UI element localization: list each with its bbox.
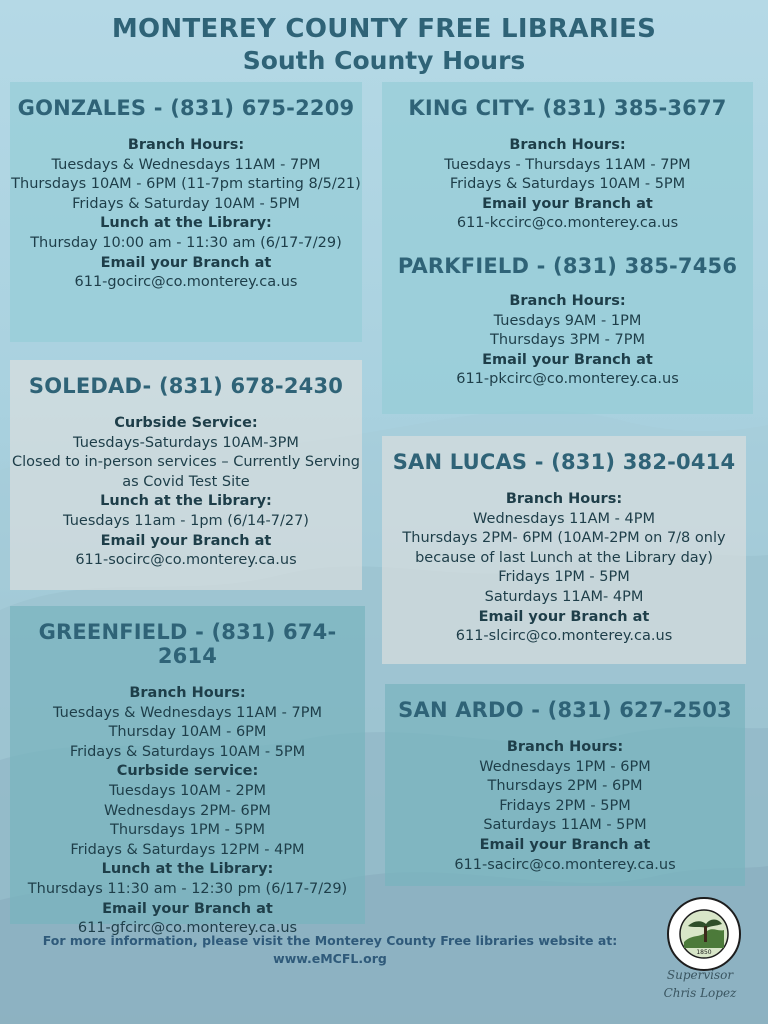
branch-detail-line: Fridays & Saturdays 10AM - 5PM	[449, 176, 686, 193]
branch-detail-line: Fridays 1PM - 5PM	[498, 569, 630, 586]
branch-section-label: Branch Hours:	[506, 739, 624, 755]
branch-detail-line: Fridays & Saturdays 12PM - 4PM	[70, 841, 305, 858]
branch-heading: SOLEDAD- (831) 678-2430	[28, 374, 344, 398]
signature-name: Chris Lopez	[663, 986, 737, 1000]
branch-section-label: Branch Hours:	[509, 292, 626, 309]
branch-section-label: Email your Branch at	[102, 900, 273, 917]
footer	[0, 932, 660, 968]
branch-detail-line: 611-gfcirc@co.monterey.ca.us	[77, 920, 298, 937]
branch-card-gonzales	[10, 82, 362, 342]
county-seal-icon	[666, 896, 742, 972]
branch-detail-line: Tuesdays 9AM - 1PM	[493, 312, 642, 329]
branch-details	[10, 414, 362, 571]
branch-heading: SAN ARDO - (831) 627-2503	[398, 698, 732, 722]
branch-card-soledad	[10, 360, 362, 590]
branch-detail-line: Tuesdays 10AM - 2PM	[109, 782, 266, 799]
branch-detail-line: Thursdays 3PM - 7PM	[490, 332, 645, 349]
branch-detail-line: Wednesdays 11AM - 4PM	[473, 510, 655, 527]
branch-section-label: Email your Branch at	[482, 351, 653, 368]
branch-detail-line: Thursdays 1PM - 5PM	[110, 822, 265, 839]
branch-section-label: Email your Branch at	[482, 195, 653, 212]
branch-detail-line: Fridays & Saturday 10AM - 5PM	[72, 195, 300, 212]
svg-text:1850: 1850	[696, 949, 712, 956]
branch-heading: GREENFIELD - (831) 674-2614	[38, 620, 337, 668]
branch-detail-line: Tuesdays - Thursdays 11AM - 7PM	[444, 156, 691, 173]
branch-detail-line: 611-sacirc@co.monterey.ca.us	[454, 856, 676, 873]
branch-heading: SAN LUCAS - (831) 382-0414	[392, 450, 736, 474]
footer-info-text: For more information, please visit the Monterey County Free libraries website at:	[42, 933, 618, 948]
page-header	[0, 14, 768, 75]
branch-heading: PARKFIELD - (831) 385-7456	[397, 253, 738, 278]
branch-detail-line: Saturdays 11AM- 4PM	[484, 588, 644, 605]
branch-section-label: Email your Branch at	[479, 836, 651, 853]
branch-detail-line: Thursdays 10AM - 6PM (11-7pm starting 8/5/21)	[11, 176, 361, 193]
branch-card-san-lucas	[382, 436, 746, 664]
branch-detail-line: 611-slcirc@co.monterey.ca.us	[455, 628, 673, 645]
branch-detail-line: 611-pkcirc@co.monterey.ca.us	[456, 371, 679, 388]
branch-section-label: Lunch at the Library:	[101, 861, 274, 878]
branch-detail-line: 611-kccirc@co.monterey.ca.us	[456, 215, 679, 232]
branch-details	[382, 136, 753, 234]
page-subtitle: South County Hours	[242, 46, 526, 75]
branch-card-san-ardo	[385, 684, 745, 886]
branch-detail-line: Fridays 2PM - 5PM	[499, 797, 631, 814]
branch-detail-line: Thursday 10:00 am - 11:30 am (6/17-7/29)	[30, 234, 342, 251]
branch-heading: KING CITY- (831) 385-3677	[408, 96, 727, 120]
signature	[640, 966, 760, 1002]
branch-section-label: Email your Branch at	[100, 254, 272, 271]
branch-detail-line: Thursdays 2PM- 6PM (10AM-2PM on 7/8 only because of last Lunch at the Library day)	[402, 530, 726, 566]
branch-section-label: Curbside service:	[116, 763, 259, 780]
signature-title: Supervisor	[666, 968, 734, 982]
branch-detail-line: Thursdays 11:30 am - 12:30 pm (6/17-7/29)	[27, 880, 348, 897]
branch-details	[10, 136, 362, 293]
branch-section-label: Branch Hours:	[129, 685, 246, 701]
branch-section-parkfield	[382, 254, 753, 390]
branch-detail-line: Tuesdays & Wednesdays 11AM - 7PM	[53, 704, 322, 721]
page-title: MONTEREY COUNTY FREE LIBRARIES	[111, 14, 657, 44]
branch-section-label: Lunch at the Library:	[100, 215, 272, 232]
branch-detail-line: Closed to in-person services – Currently Serving as Covid Test Site	[12, 454, 360, 490]
website-link[interactable]: www.eMCFL.org	[273, 951, 387, 966]
branch-detail-line: Tuesdays 11am - 1pm (6/14-7/27)	[63, 512, 309, 529]
branch-detail-line: Tuesdays-Saturdays 10AM-3PM	[73, 434, 299, 451]
branch-detail-line: Saturdays 11AM - 5PM	[483, 817, 647, 834]
branch-section-label: Branch Hours:	[509, 137, 626, 153]
branch-detail-line: Tuesdays & Wednesdays 11AM - 7PM	[51, 156, 321, 173]
branch-details	[385, 738, 745, 875]
branch-heading: GONZALES - (831) 675-2209	[17, 96, 355, 120]
branch-section-label: Email your Branch at	[100, 532, 272, 549]
branch-details	[10, 684, 365, 939]
branch-detail-line: Wednesdays 1PM - 6PM	[479, 758, 651, 775]
branch-section-label: Email your Branch at	[478, 608, 650, 625]
branch-detail-line: 611-socirc@co.monterey.ca.us	[75, 552, 297, 569]
branch-detail-line: Thursdays 2PM - 6PM	[487, 778, 643, 795]
branch-details	[382, 490, 746, 647]
branch-section-king-city	[382, 96, 753, 234]
branch-details	[382, 292, 753, 390]
branch-section-label: Branch Hours:	[505, 491, 623, 507]
branch-section-label: Branch Hours:	[127, 137, 245, 153]
branch-detail-line: 611-gocirc@co.monterey.ca.us	[74, 274, 298, 291]
branch-detail-line: Wednesdays 2PM- 6PM	[104, 802, 271, 819]
branch-detail-line: Fridays & Saturdays 10AM - 5PM	[69, 743, 306, 760]
branch-card-greenfield	[10, 606, 365, 937]
branch-section-label: Lunch at the Library:	[100, 493, 272, 510]
branch-section-label: Curbside Service:	[114, 415, 258, 431]
branch-card-king-city	[382, 82, 753, 414]
branch-detail-line: Thursday 10AM - 6PM	[108, 724, 267, 741]
